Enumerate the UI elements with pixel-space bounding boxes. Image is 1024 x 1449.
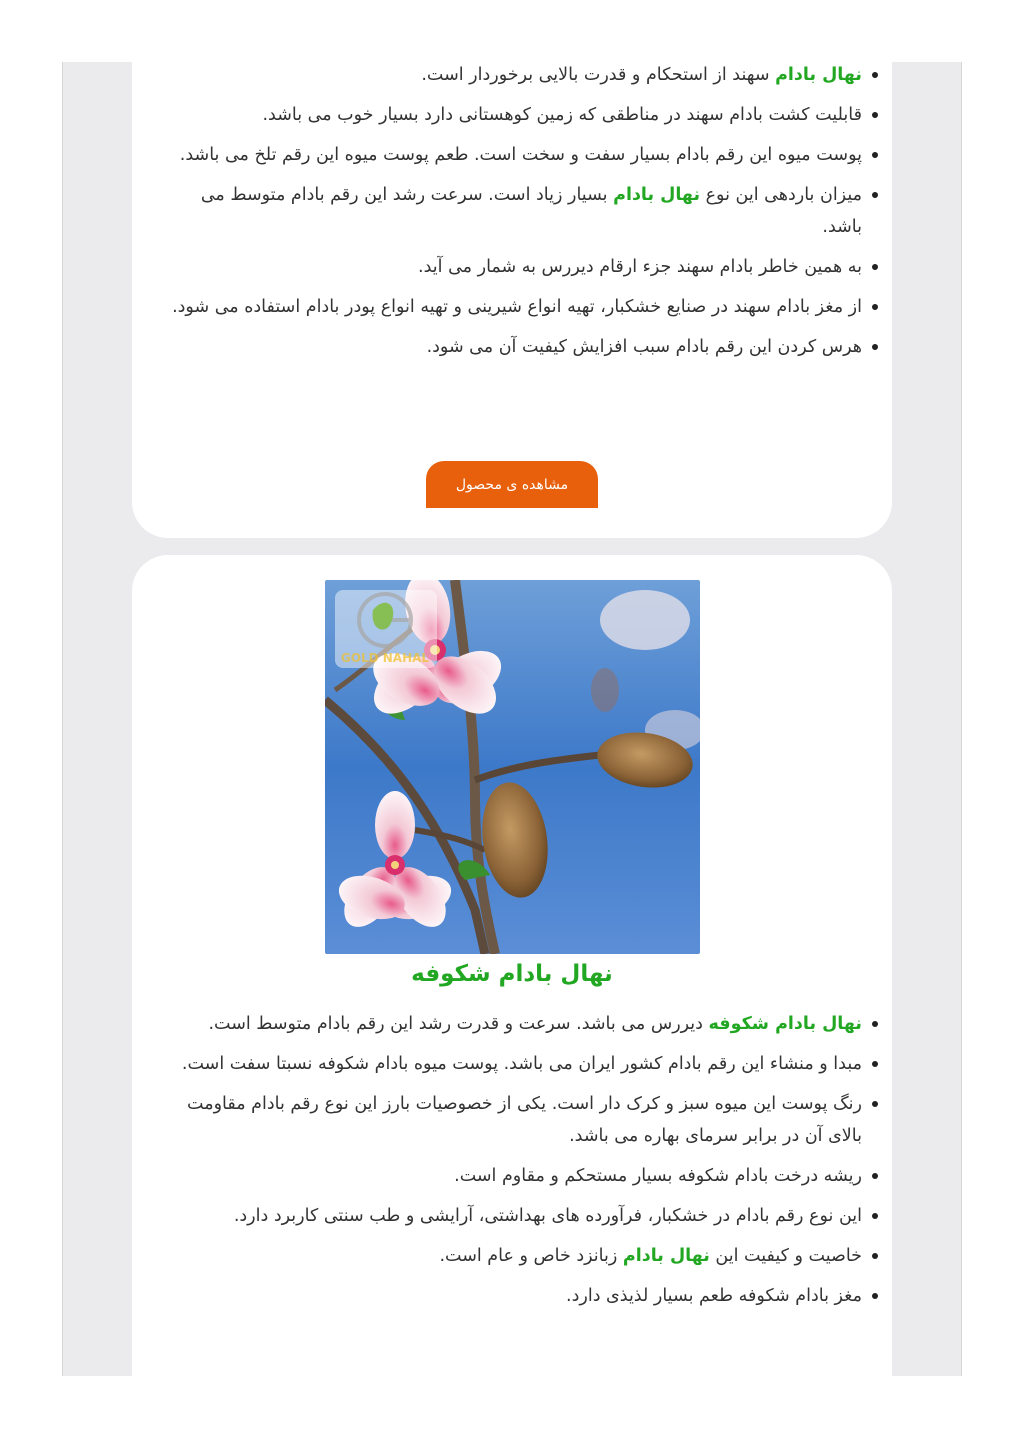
feature-text: مبدا و منشاء این رقم بادام کشور ایران می باشد. پوست میوه بادام شکوفه نسبتا سفت است. bbox=[181, 1054, 862, 1074]
feature-text: قابلیت کشت بادام سهند در مناطقی که زمین کوهستانی دارد بسیار خوب می باشد. bbox=[262, 105, 862, 125]
keyword-link[interactable]: نهال بادام bbox=[622, 1246, 710, 1266]
product-image[interactable] bbox=[325, 580, 700, 954]
feature-item bbox=[160, 99, 862, 131]
feature-list bbox=[132, 1008, 892, 1320]
feature-list bbox=[132, 59, 892, 371]
feature-text: خاصیت و کیفیت این bbox=[709, 1246, 862, 1266]
feature-item bbox=[160, 179, 862, 243]
feature-item bbox=[160, 1160, 862, 1192]
feature-item bbox=[160, 1008, 862, 1040]
feature-item bbox=[160, 59, 862, 91]
feature-text: هرس کردن این رقم بادام سبب افزایش کیفیت آن می شود. bbox=[426, 337, 862, 357]
feature-item bbox=[160, 1200, 862, 1232]
product-card-sahand bbox=[132, 40, 892, 538]
view-product-button[interactable]: مشاهده ی محصول bbox=[426, 461, 598, 508]
feature-text: میزان باردهی این نوع bbox=[700, 185, 862, 205]
feature-text: از مغز بادام سهند در صنایع خشکبار، تهیه انواع شیرینی و تهیه انواع پودر بادام استفاده می شود. bbox=[172, 297, 862, 317]
feature-item bbox=[160, 251, 862, 283]
feature-text: رنگ پوست این میوه سبز و کرک دار است. یکی از خصوصیات بارز این نوع رقم بادام مقاومت بالای آن در برابر سرمای بهاره می باشد. bbox=[187, 1094, 862, 1146]
keyword-link[interactable]: نهال بادام شکوفه bbox=[708, 1014, 862, 1034]
feature-item bbox=[160, 291, 862, 323]
feature-item bbox=[160, 1280, 862, 1312]
feature-text: مغز بادام شکوفه طعم بسیار لذیذی دارد. bbox=[566, 1286, 862, 1306]
keyword-link[interactable]: نهال بادام bbox=[613, 185, 701, 205]
feature-text: بسیار زیاد است. سرعت رشد این رقم بادام متوسط می باشد. bbox=[200, 185, 862, 237]
feature-item bbox=[160, 331, 862, 363]
feature-text: به همین خاطر بادام سهند جزء ارقام دیررس به شمار می آید. bbox=[418, 257, 862, 277]
feature-text: زبانزد خاص و عام است. bbox=[439, 1246, 623, 1266]
feature-text: پوست میوه این رقم بادام بسیار سفت و سخت است. طعم پوست میوه این رقم تلخ می باشد. bbox=[179, 145, 862, 165]
feature-item bbox=[160, 139, 862, 171]
feature-item bbox=[160, 1240, 862, 1272]
watermark-logo-text: GOLD NAHAL bbox=[340, 651, 430, 665]
feature-item bbox=[160, 1088, 862, 1152]
feature-text: سهند از استحکام و قدرت بالایی برخوردار است. bbox=[421, 65, 776, 85]
feature-item bbox=[160, 1048, 862, 1080]
feature-text: ریشه درخت بادام شکوفه بسیار مستحکم و مقاوم است. bbox=[454, 1166, 862, 1186]
product-title: نهال بادام شکوفه bbox=[411, 961, 613, 987]
keyword-link[interactable]: نهال بادام bbox=[775, 65, 862, 85]
feature-text: دیررس می باشد. سرعت و قدرت رشد این رقم بادام متوسط است. bbox=[208, 1014, 709, 1034]
product-card-shokoufeh bbox=[132, 555, 892, 1376]
feature-text: این نوع رقم بادام در خشکبار، فرآورده های بهداشتی، آرایشی و طب سنتی کاربرد دارد. bbox=[233, 1206, 862, 1226]
